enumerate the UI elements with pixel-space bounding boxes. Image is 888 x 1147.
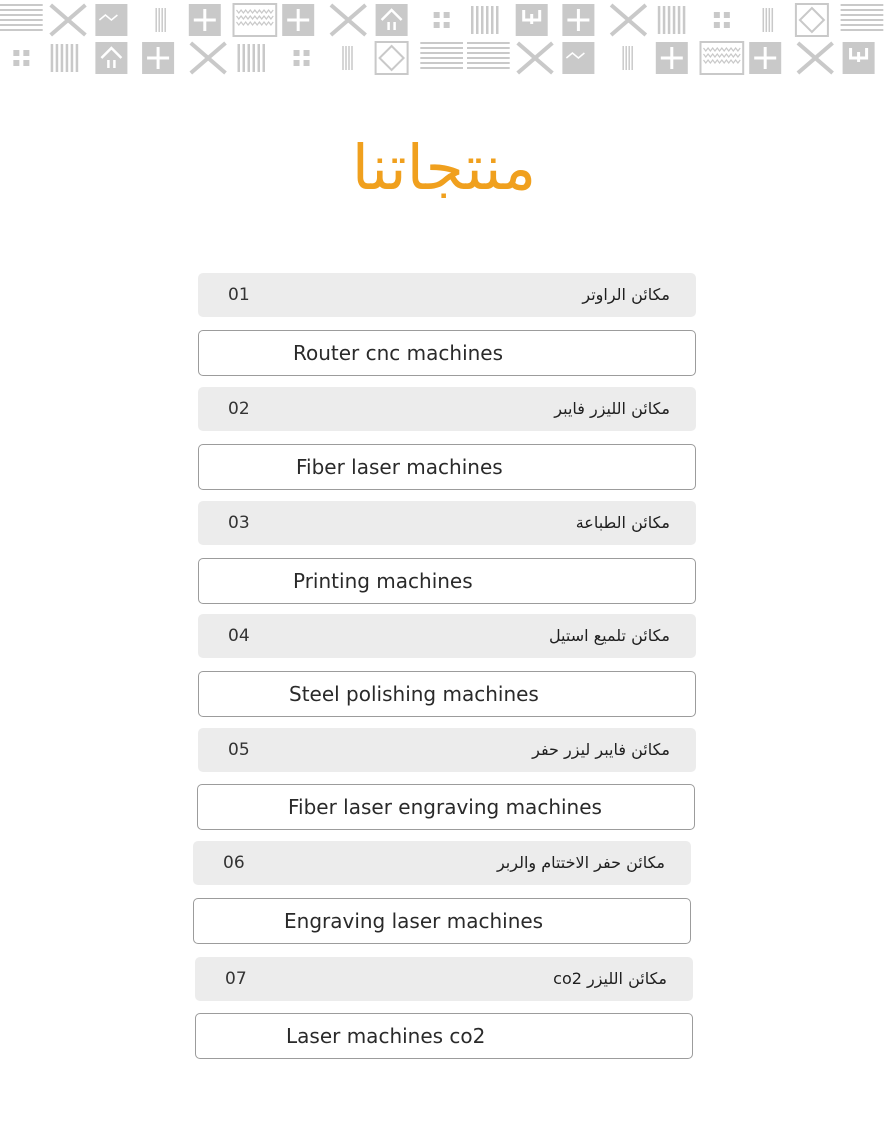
product-english-label: Steel polishing machines xyxy=(289,682,539,706)
product-arabic-label: مكائن فايبر ليزر حفر xyxy=(532,740,670,759)
product-number: 02 xyxy=(228,399,250,419)
product-arabic-row xyxy=(193,841,691,885)
product-number: 07 xyxy=(225,969,247,989)
product-arabic-row xyxy=(198,501,696,545)
product-english-label: Laser machines co2 xyxy=(286,1024,486,1048)
page-title: منتجاتنا xyxy=(351,131,537,204)
product-number: 06 xyxy=(223,853,245,873)
product-english-row xyxy=(198,558,696,604)
product-english-label: Printing machines xyxy=(293,569,473,593)
product-english-label: Fiber laser engraving machines xyxy=(288,795,602,819)
product-arabic-label: مكائن الراوتر xyxy=(582,285,670,304)
product-arabic-row xyxy=(198,614,696,658)
product-arabic-label: مكائن حفر الاختتام والربر xyxy=(496,853,665,872)
product-number: 01 xyxy=(228,285,250,305)
product-arabic-label: مكائن الليزر co2 xyxy=(553,969,667,988)
product-english-row xyxy=(197,784,695,830)
product-english-row xyxy=(198,330,696,376)
product-arabic-row xyxy=(198,387,696,431)
product-number: 04 xyxy=(228,626,250,646)
product-english-label: Engraving laser machines xyxy=(284,909,544,933)
product-arabic-label: مكائن الطباعة xyxy=(575,513,670,532)
product-english-label: Fiber laser machines xyxy=(296,455,503,479)
product-arabic-row xyxy=(195,957,693,1001)
product-english-label: Router cnc machines xyxy=(293,341,504,365)
product-number: 03 xyxy=(228,513,250,533)
product-arabic-label: مكائن تلميع استيل xyxy=(548,626,670,645)
product-arabic-row xyxy=(198,728,696,772)
product-english-row xyxy=(198,444,696,490)
product-english-row xyxy=(195,1013,693,1059)
decorative-pattern-band xyxy=(0,0,888,80)
product-english-row xyxy=(193,898,691,944)
product-number: 05 xyxy=(228,740,250,760)
product-arabic-row xyxy=(198,273,696,317)
product-english-row xyxy=(198,671,696,717)
product-arabic-label: مكائن الليزر فايبر xyxy=(554,399,670,418)
